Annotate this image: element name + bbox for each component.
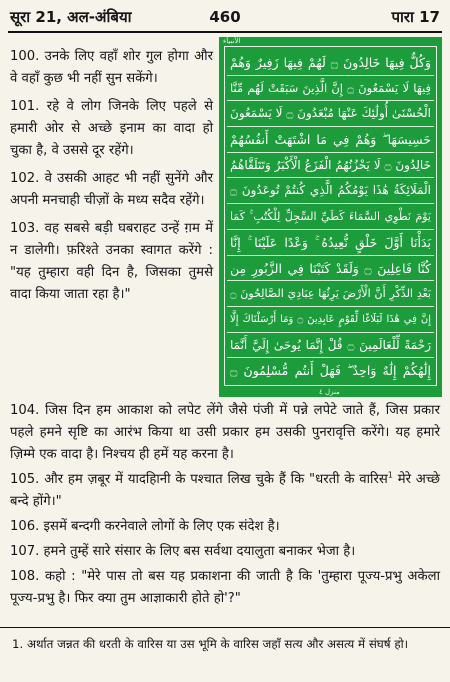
page-header: [10, 4, 440, 30]
verse-100: 100. उनके लिए वहाँ शोर गुल होगा और वे वहाँ कुछ भी नहीं सुन सकेंगे।: [10, 49, 213, 86]
surah-title: सूरा 21, अल-अंबिया: [10, 8, 132, 26]
lower-translation: [10, 400, 440, 613]
verse-105-text-end: मेरे अच्छे बन्दे होंगे।": [10, 472, 440, 509]
footnote-divider: [0, 627, 450, 628]
arabic-line: إِلَٰهُكُمْ إِلَٰهٌ وَاحِدٌ ۖ فَهَلْ أَنتُم مُّسْلِمُونَ ۝: [230, 363, 431, 379]
arabic-lines: [227, 50, 434, 382]
verse-105-text: 105. और हम ज़बूर में यादहिानी के पश्चात लिख चुके हैं कि "धरती के वारिस: [10, 472, 388, 487]
arabic-line: يَوْمَ نَطْوِي السَّمَاءَ كَطَيِّ السِّجِلِّ لِلْكُتُبِ ۚ كَمَا: [227, 204, 434, 230]
para-label: पारा 17: [391, 8, 440, 26]
arabic-line: كُنَّا فَاعِلِينَ ۝ وَلَقَدْ كَتَبْنَا فِي الزَّبُورِ مِن: [227, 256, 434, 282]
page-number: 460: [209, 8, 241, 26]
header-divider: [8, 31, 442, 33]
footnote: 1. अर्थात जन्नत की धरती के वारिस या उस भूमि के वारिस जहाँ सत्य और असत्य में संघर्ष हो।: [12, 637, 409, 651]
arabic-line: الْحُسْنَىٰ أُولَٰئِكَ عَنْهَا مُبْعَدُونَ ۝ لَا يَسْمَعُونَ: [227, 101, 434, 127]
footnote-marker: 1: [387, 470, 393, 480]
arabic-line: بَعْدِ الذِّكْرِ أَنَّ الْأَرْضَ يَرِثُهَا عِبَادِيَ الصَّالِحُونَ ۝: [227, 281, 434, 307]
verse-101: 101. रहे वे लोग जिनके लिए पहले से हमारी ओर से अच्छे इनाम का वादा हो चुका है, वे उससे दूर रहेंगे।: [10, 99, 213, 158]
arabic-line: رَحْمَةً لِّلْعَالَمِينَ ۝ قُلْ إِنَّمَا يُوحَىٰ إِلَيَّ أَنَّمَا: [227, 333, 434, 359]
panel-surah-tag: الأنبيآء: [223, 37, 241, 45]
verse-102: 102. वे उसकी आहट भी नहीं सुनेंगे और अपनी मनचाही चीज़ों के मध्य सदैव रहेंगे।: [10, 171, 213, 208]
arabic-line: خَالِدُونَ ۝ لَا يَحْزُنُهُمُ الْفَزَعُ الْأَكْبَرُ وَتَتَلَقَّاهُمُ: [227, 153, 434, 179]
verse-108: 108. कहो : "मेरे पास तो बस यह प्रकाशना की जाती है कि 'तुम्हारा पूज्य-प्रभु अकेला पूज्य-प्रभु है। फिर क्या तुम आज्ञाकारी होते हो'?": [10, 569, 440, 606]
verse-106: 106. इसमें बन्दगी करनेवाले लोगों के लिए एक संदेश है।: [10, 519, 280, 534]
arabic-line: وَكُلٌّ فِيهَا خَالِدُونَ ۝ لَهُمْ فِيهَا زَفِيرٌ وَهُمْ: [227, 50, 434, 76]
verse-105: [10, 469, 440, 513]
translation-column: [10, 46, 213, 312]
arabic-text-panel: [219, 37, 442, 397]
verse-103: 103. वह सबसे बड़ी घबराहट उन्हें ग़म में न डालेगी। फ़रिश्ते उनका स्वागत करेंगे : "यह तुम्हारा वही दिन है, जिसका तुमसे वादा किया जाता रहा है।": [10, 221, 213, 302]
arabic-line: فِيهَا لَا يَسْمَعُونَ ۝ إِنَّ الَّذِينَ سَبَقَتْ لَهُم مِّنَّا: [227, 76, 434, 102]
arabic-frame: [224, 46, 437, 386]
arabic-line: الْمَلَائِكَةُ هَٰذَا يَوْمُكُمُ الَّذِي كُنتُمْ تُوعَدُونَ ۝: [227, 178, 434, 204]
panel-manzil-tag: منزل ٤: [319, 388, 340, 396]
arabic-line: إِنَّ فِي هَٰذَا لَبَلَاغًا لِّقَوْمٍ عَابِدِينَ ۝ وَمَا أَرْسَلْنَاكَ إِلَّا: [227, 307, 434, 333]
arabic-line: حَسِيسَهَا ۖ وَهُمْ فِي مَا اشْتَهَتْ أَنفُسُهُمْ: [227, 127, 434, 153]
verse-104: 104. जिस दिन हम आकाश को लपेट लेंगे जैसे पंजी में पन्ने लपेटे जाते हैं, जिस प्रकार पहले हमने सृष्टि का आरंभ किया था उसी प्रकार हम उसकी पुनरावृत्ति करेंगे। यह हमारे ज़िम्मे एक वादा है। निश्चय ही हमें यह करना है।: [10, 403, 440, 462]
arabic-line: بَدَأْنَا أَوَّلَ خَلْقٍ نُّعِيدُهُ ۚ وَعْدًا عَلَيْنَا ۚ إِنَّا: [227, 230, 434, 256]
verse-107: 107. हमने तुम्हें सारे संसार के लिए बस सर्वथा दयालुता बनाकर भेजा है।: [10, 544, 356, 559]
